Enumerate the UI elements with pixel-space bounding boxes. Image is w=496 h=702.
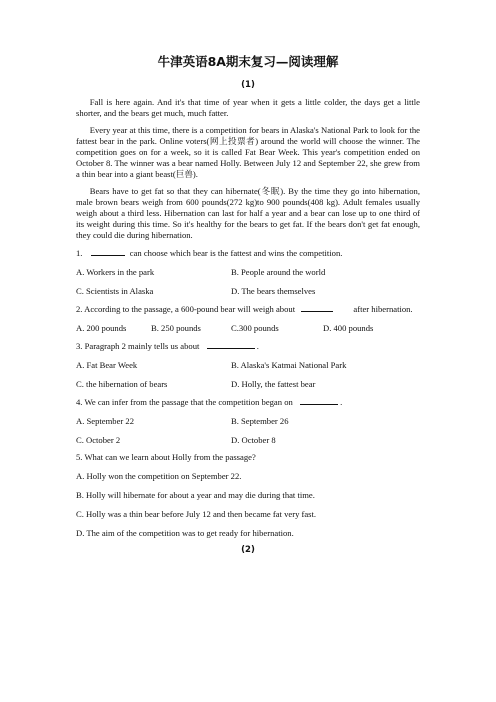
question-4-options-row-1 — [76, 416, 420, 427]
question-2-option-d: D. 400 pounds — [323, 323, 374, 333]
question-1-options-row-1 — [76, 267, 420, 278]
question-2-option-b: B. 250 pounds — [151, 323, 201, 333]
question-2 — [76, 303, 420, 315]
question-2-option-c: C.300 pounds — [231, 323, 279, 333]
question-4 — [76, 396, 420, 408]
question-5-option-a: A. Holly won the competition on September 22. — [76, 471, 242, 481]
section-number-1: (1) — [241, 80, 255, 90]
question-1-stem-post: can choose which bear is the fattest and wins the competition. — [129, 248, 343, 258]
question-3-option-b: B. Alaska's Katmai National Park — [231, 360, 347, 370]
passage-paragraph-1: Fall is here again. And it's that time of year when it gets a little colder, the days get a little shorter, and the bears get much, much fatter. — [76, 97, 420, 118]
question-3-stem-post: . — [256, 341, 259, 351]
answer-blank-1 — [91, 247, 125, 256]
question-5-stem: 5. What can we learn about Holly from the passage? — [76, 452, 256, 462]
question-1-option-b: B. People around the world — [231, 267, 326, 277]
question-4-option-b: B. September 26 — [231, 416, 289, 426]
question-5-option-c: C. Holly was a thin bear before July 12 and then became fat very fast. — [76, 509, 317, 519]
passage-paragraph-3: Bears have to get fat so that they can hibernate(冬眠). By the time they go into hibernation, male brown bears weigh from 600 pounds(272 kg)to 900 pounds(408 kg). Adult females usually weigh about a third less. Hibernation can last for half a year and a bear can lose up to one third of its weight during this time. So it's healthy for the bears to get fat. If the bears don't get fat enough, they could die during hibernation. — [76, 186, 420, 240]
answer-blank-3 — [207, 340, 255, 349]
passage-paragraph-2: Every year at this time, there is a competition for bears in Alaska's National Park to look for the fattest bear in the park. Online voters(网上投票者) around the world will choose the winner. The competition goes on for a week, so it is called Fat Bear Week. This year's competition ended on October 8. The winner was a bear named Holly. Between July 12 and September 22, she grew from a thin bear into a giant beast(巨兽). — [76, 125, 420, 179]
question-2-stem-post: after hibernation. — [353, 304, 413, 314]
question-3-options-row-1 — [76, 360, 420, 371]
question-3 — [76, 340, 420, 352]
answer-blank-4 — [300, 396, 338, 405]
question-4-option-c: C. October 2 — [76, 435, 121, 445]
question-4-option-a: A. September 22 — [76, 416, 134, 426]
question-2-options-row — [76, 323, 420, 334]
question-3-option-d: D. Holly, the fattest bear — [231, 379, 316, 389]
question-3-option-c: C. the hibernation of bears — [76, 379, 168, 389]
question-5 — [76, 452, 420, 463]
question-3-stem-pre: 3. Paragraph 2 mainly tells us about — [76, 341, 200, 351]
question-3-option-a: A. Fat Bear Week — [76, 360, 138, 370]
question-3-options-row-2 — [76, 379, 420, 390]
document-page — [76, 54, 420, 556]
page-title: 牛津英语8A期末复习—阅读理解 — [157, 54, 339, 69]
question-1-options-row-2 — [76, 286, 420, 297]
answer-blank-2 — [301, 303, 333, 312]
question-4-stem-pre: 4. We can infer from the passage that the competition began on — [76, 397, 293, 407]
question-2-option-a: A. 200 pounds — [76, 323, 127, 333]
question-1-option-d: D. The bears themselves — [231, 286, 316, 296]
section-number-2: (2) — [241, 545, 255, 555]
question-5-option-b: B. Holly will hibernate for about a year and may die during that time. — [76, 490, 315, 500]
question-1-option-a: A. Workers in the park — [76, 267, 155, 277]
question-5-option-d: D. The aim of the competition was to get ready for hibernation. — [76, 528, 294, 538]
question-1-option-c: C. Scientists in Alaska — [76, 286, 154, 296]
question-4-options-row-2 — [76, 435, 420, 446]
question-1-stem-pre: 1. — [76, 248, 83, 258]
question-2-stem-pre: 2. According to the passage, a 600-pound bear will weigh about — [76, 304, 296, 314]
question-4-stem-post: . — [340, 397, 343, 407]
question-4-option-d: D. October 8 — [231, 435, 276, 445]
question-1 — [76, 247, 420, 259]
